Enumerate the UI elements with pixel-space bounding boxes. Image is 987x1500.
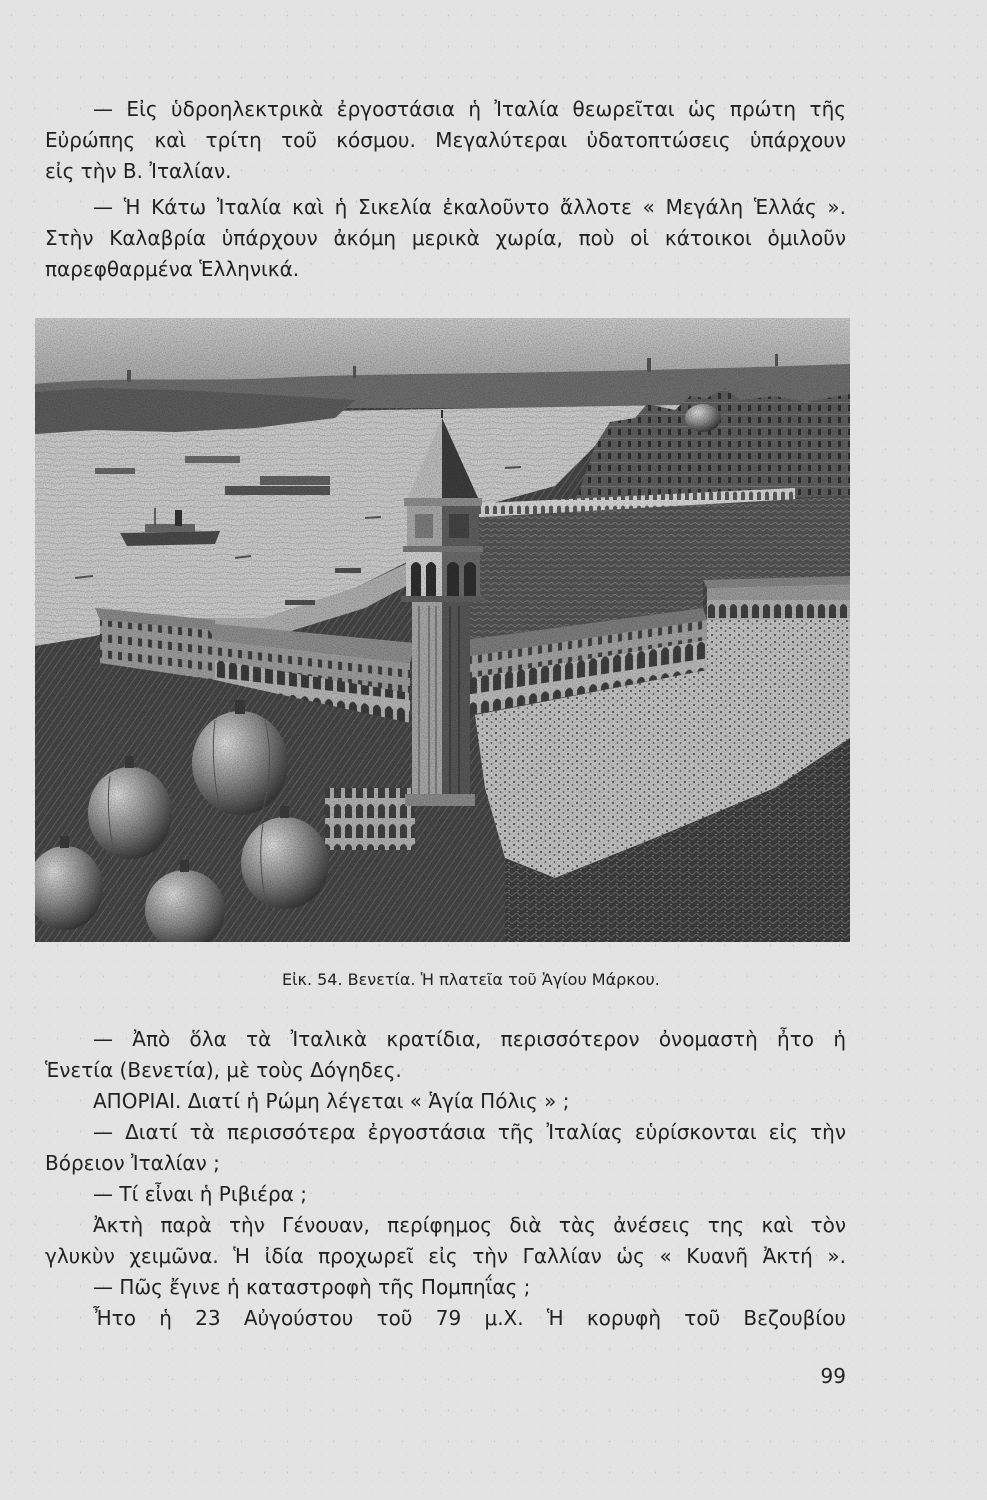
text-line: — Ἀπὸ ὅλα τὰ Ἰταλικὰ κρατίδια, περισσότερον ὀνομαστὴ ἦτο ἡ	[93, 1027, 846, 1051]
text-line: εἰς τὴν Β. Ἰταλίαν.	[45, 159, 232, 183]
text-line: — Διατί τὰ περισσότερα ἐργοστάσια τῆς Ἰταλίας εὑρίσκονται εἰς τὴν	[93, 1120, 846, 1144]
page-number: 99	[820, 1364, 846, 1388]
text-line: Βόρειον Ἰταλίαν ;	[45, 1151, 220, 1175]
text-line: Ἑνετία (Βενετία), μὲ τοὺς Δόγηδες.	[45, 1058, 402, 1082]
figure-venice	[35, 318, 850, 942]
paragraph-venetia	[45, 1024, 846, 1086]
text-line: παρεφθαρμένα Ἑλληνικά.	[45, 257, 300, 281]
venice-illustration	[35, 318, 850, 942]
paragraph-answer-riviera	[45, 1210, 846, 1272]
bottom-text	[45, 1024, 846, 1334]
text-line: Ἀκτὴ παρὰ τὴν Γένουαν, περίφημος διὰ τὰς ἀνέσεις της καὶ τὸν	[93, 1213, 846, 1237]
halftone-grain	[35, 318, 850, 942]
paragraph-question-riviera	[45, 1179, 846, 1210]
text-line: — Ἡ Κάτω Ἰταλία καὶ ἡ Σικελία ἐκαλοῦντο ἄλλοτε « Μεγάλη Ἑλλάς ».	[93, 195, 846, 219]
paragraph-question-pompeii	[45, 1272, 846, 1303]
figure-caption: Εἰκ. 54. Βενετία. Ἡ πλατεῖα τοῦ Ἁγίου Μάρκου.	[282, 970, 660, 989]
text-line: — Τί εἶναι ἡ Ριβιέρα ;	[93, 1182, 307, 1206]
paragraph-questions-heading	[45, 1086, 846, 1117]
text-line: Ἦτο ἡ 23 Αὐγούστου τοῦ 79 μ.Χ. Ἡ κορυφὴ τοῦ Βεζουβίου	[93, 1306, 846, 1330]
text-line: Εὐρώπης καὶ τρίτη τοῦ κόσμου. Μεγαλύτεραι ὑδατοπτώσεις ὑπάρχουν	[45, 128, 846, 152]
text-line: — Εἰς ὑδροηλεκτρικὰ ἐργοστάσια ἡ Ἰταλία θεωρεῖται ὡς πρώτη τῆς	[93, 97, 846, 121]
text-line: γλυκὺν χειμῶνα. Ἡ ἰδία προχωρεῖ εἰς τὴν Γαλλίαν ὡς « Κυανῆ Ἀκτή ».	[45, 1244, 846, 1268]
text-line: ΑΠΟΡΙΑΙ. Διατί ἡ Ρώμη λέγεται « Ἁγία Πόλις » ;	[93, 1089, 570, 1113]
paragraph-magna-graecia	[45, 192, 846, 285]
paragraph-hydroelectric	[45, 94, 846, 187]
text-line: — Πῶς ἔγινε ἡ καταστροφὴ τῆς Πομπηΐας ;	[93, 1275, 531, 1299]
text-line: Στὴν Καλαβρία ὑπάρχουν ἀκόμη μερικὰ χωρία, ποὺ οἱ κάτοικοι ὁμιλοῦν	[45, 226, 846, 250]
paragraph-question-factories	[45, 1117, 846, 1179]
paragraph-answer-pompeii	[45, 1303, 846, 1334]
